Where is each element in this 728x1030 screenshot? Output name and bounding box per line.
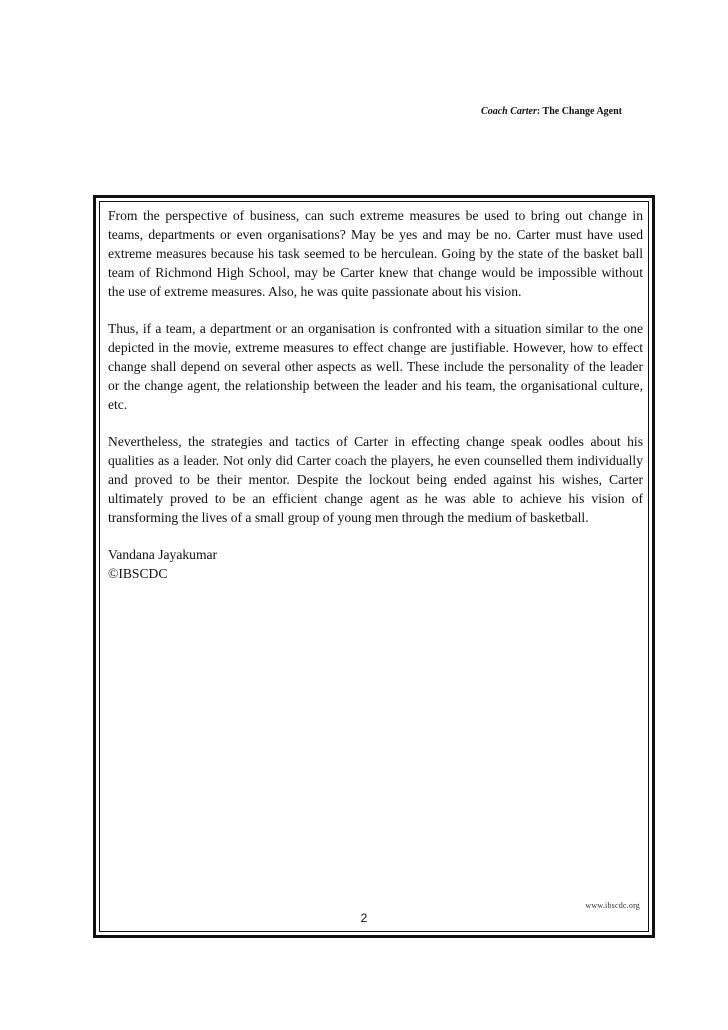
copyright-line: ©IBSCDC [108,566,168,581]
body-paragraph-1: From the perspective of business, can such extreme measures be used to bring out change in teams, departments or even organisations? May be yes and may be no. Carter must have used extreme measures because his task seemed to be herculean. Going by the state of the basket ball team of Richmond High School, may be Carter knew that change would be impossible without the use of extreme measures. Also, he was quite passionate about his vision. [108,208,643,299]
running-header [300,105,622,119]
header-title-italic: Coach Carter [481,106,537,117]
body-paragraph-3: Nevertheless, the strategies and tactics of Carter in effecting change speak oodles about his qualities as a leader. Not only did Carter coach the players, he even counselled them individually and proved to be their mentor. Despite the lockout being ended against his wishes, Carter ultimately proved to be an efficient change agent as he was able to achieve his vision of transforming the lives of a small group of young men through the medium of basketball. [108,434,643,525]
header-title-rest: : The Change Agent [536,106,622,117]
article-body [108,206,643,583]
author-name: Vandana Jayakumar [108,547,218,562]
body-paragraph-2: Thus, if a team, a department or an organisation is confronted with a situation similar to the one depicted in the movie, extreme measures to effect change are justifiable. However, how to effect change shall depend on several other aspects as well. These include the personality of the leader or the change agent, the relationship between the leader and his team, the organisational culture, etc. [108,321,643,412]
signature-block [108,545,643,583]
footer-url: www.ibscdc.org [585,901,640,910]
page-number: 2 [360,911,368,925]
